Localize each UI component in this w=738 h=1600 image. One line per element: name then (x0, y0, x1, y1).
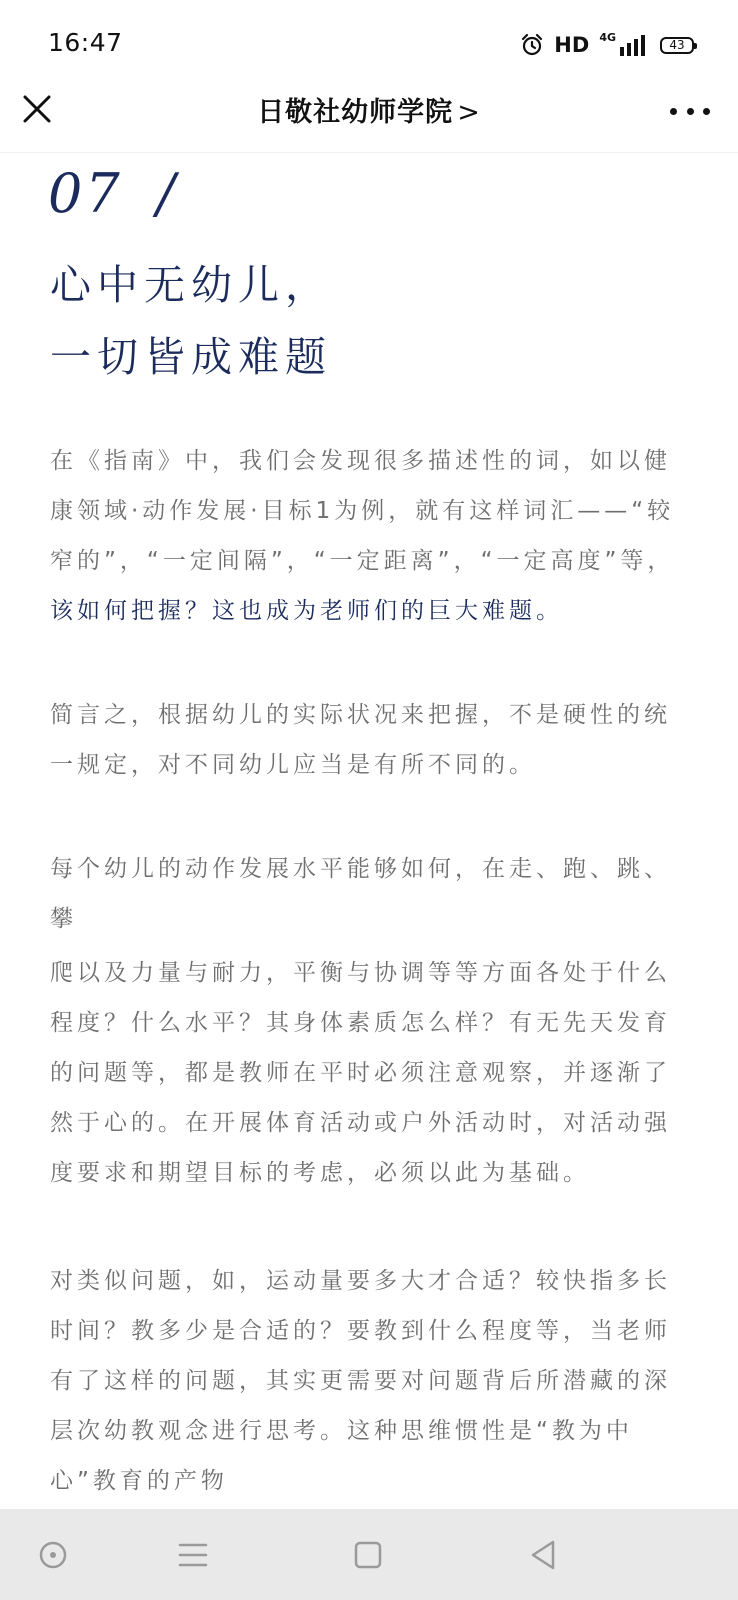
back-button[interactable] (525, 1537, 561, 1573)
square-icon (350, 1537, 386, 1573)
menu-button[interactable] (175, 1537, 211, 1573)
section-heading-line-2: 一切皆成难题 (50, 333, 332, 381)
paragraph-3-body: 爬以及力量与耐力，平衡与协调等等方面各处于什么程度？什么水平？其身体素质怎么样？有无先天发育的问题等，都是教师在平时必须注意观察，并逐渐了然于心的。在开展体育活动或户外活动时，对活动强度要求和期望目标的考虑，必须以此为基础。 (50, 960, 671, 1186)
section-slash: / (156, 162, 178, 225)
battery-level: 43 (669, 38, 685, 52)
paragraph-1-text: 在《指南》中，我们会发现很多描述性的词，如以健康领域·动作发展·目标1为例，就有这样词汇——“较窄的”，“一定间隔”，“一定距离”，“一定高度”等， (50, 448, 675, 574)
paragraph-4: 对类似问题，如，运动量要多大才合适？较快指多长时间？教多少是合适的？要教到什么程度等，当老师有了这样的问题，其实更需要对问题背后所潜藏的深层次幼教观念进行思考。这种思维惯性是“教为中心”教育的产物 (50, 1268, 671, 1494)
more-dot-icon (703, 108, 710, 115)
paragraph-2: 简言之，根据幼儿的实际状况来把握，不是硬性的统一规定，对不同幼儿应当是有所不同的。 (50, 702, 671, 778)
section-heading-line-1: 心中无幼儿， (50, 261, 332, 309)
nav-bar (0, 70, 738, 153)
hd-indicator: HD (554, 33, 590, 57)
system-nav-bar (0, 1509, 738, 1600)
account-title-link[interactable] (0, 90, 738, 129)
more-dot-icon (687, 108, 694, 115)
status-time: 16:47 (48, 28, 123, 57)
signal-icon (620, 34, 650, 56)
more-options-button[interactable] (670, 96, 710, 126)
paragraph-1 (50, 436, 690, 636)
more-dot-icon (670, 108, 677, 115)
section-number (48, 162, 178, 225)
network-type-label: 4G (599, 30, 616, 44)
paragraph-3-line-1: 每个幼儿的动作发展水平能够如何，在走、跑、跳、攀 (50, 856, 671, 932)
circle-dot-icon (35, 1537, 71, 1573)
home-button[interactable] (350, 1537, 386, 1573)
triangle-back-icon (525, 1537, 561, 1573)
article-body[interactable] (0, 152, 738, 1509)
section-number-value: 07 (48, 162, 123, 225)
hamburger-icon (175, 1537, 211, 1573)
battery-icon (660, 37, 694, 54)
status-icons (520, 30, 694, 60)
account-title: 日敬社幼师学院 (257, 97, 454, 128)
alarm-icon (520, 33, 544, 57)
assistant-button[interactable] (35, 1537, 71, 1573)
paragraph-1-highlight: 该如何把握？这也成为老师们的巨大难题。 (50, 598, 563, 624)
chevron-right-icon: > (457, 97, 481, 128)
